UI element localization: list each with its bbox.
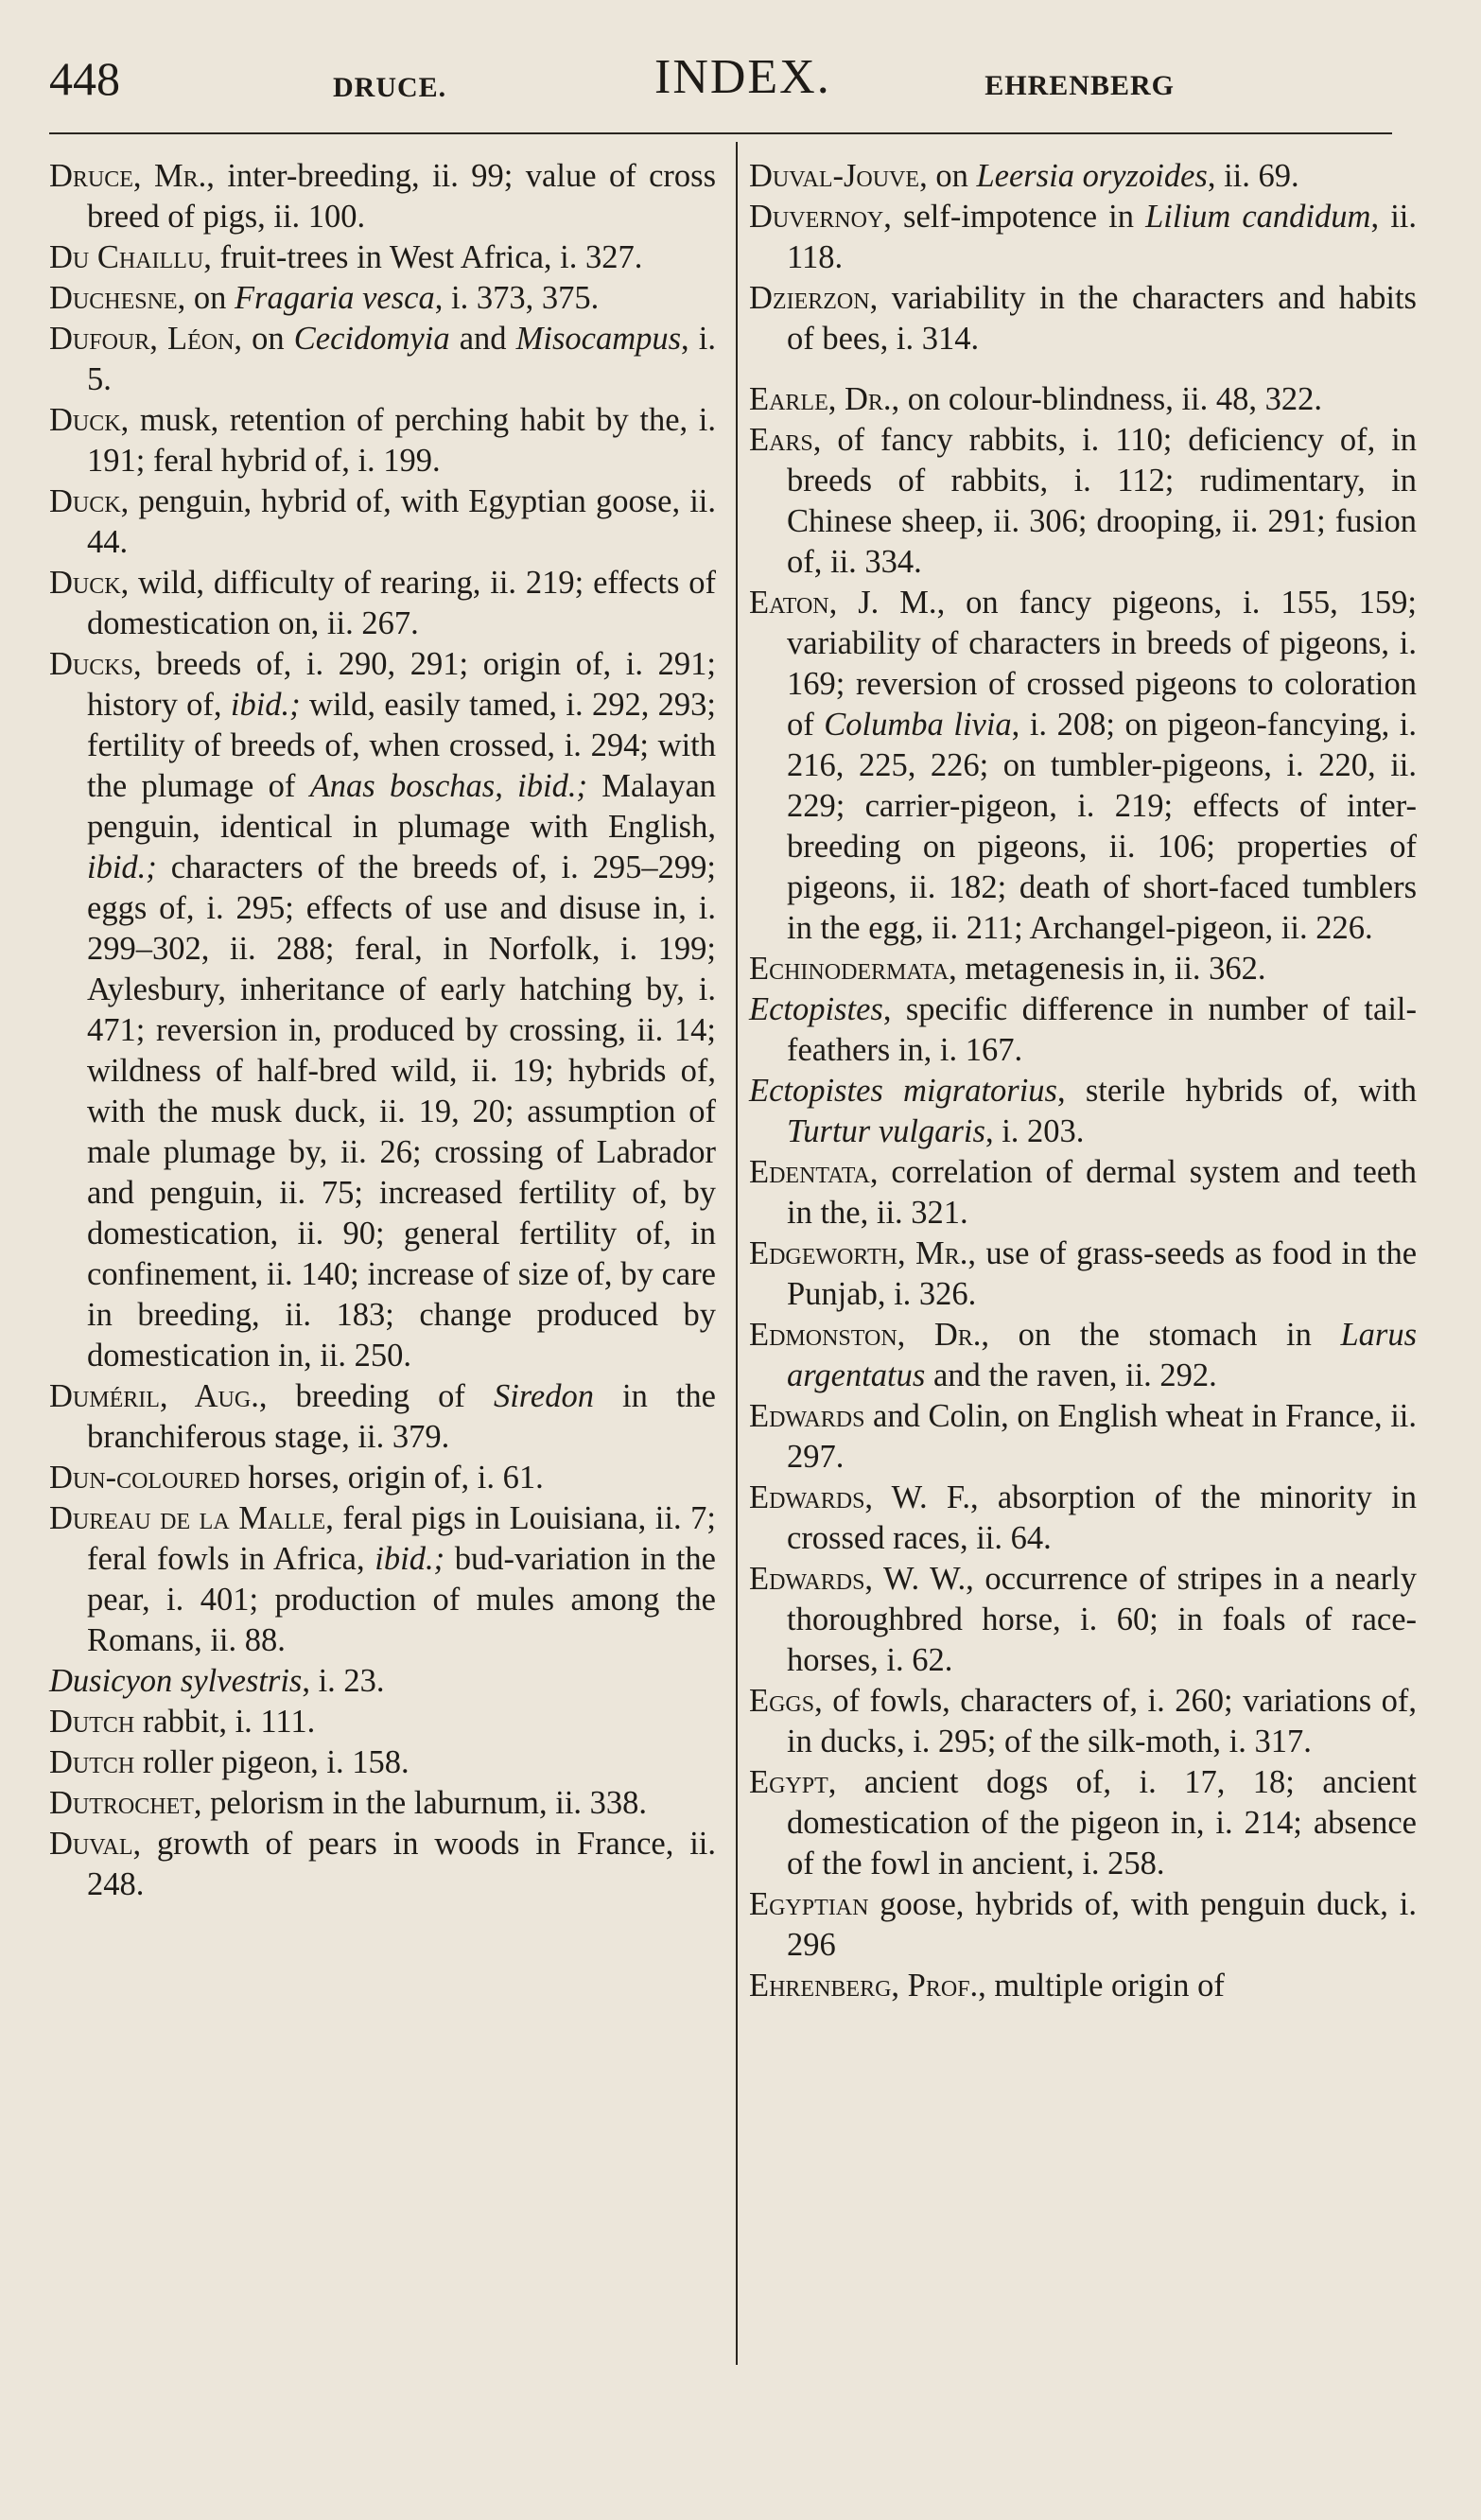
entry-heading: Edwards, W. F. [749,1479,970,1515]
entry-text: , ii. 69. [1207,158,1299,194]
index-entry [749,989,1417,1071]
entry-text: Ectopistes migratorius [749,1073,1057,1109]
entry-heading: Earle, Dr. [749,381,892,417]
entry-text: , sterile hybrids of, with [1056,1073,1417,1109]
entry-text: goose, hybrids of, with penguin duck, i. 296 [787,1886,1417,1963]
index-entry [749,1315,1417,1396]
entry-text: bud-variation in the pear, i. 401; production of mules among the Romans, ii. 88. [87,1541,716,1658]
entry-heading: Edwards, W. W. [749,1561,967,1597]
index-entry [749,420,1417,583]
entry-text: , inter-breeding, ii. 99; value of cross breed of pigs, ii. 100. [87,158,717,235]
column-divider [736,142,738,2365]
entry-heading: Ducks [49,646,133,682]
entry-text: , correlation of dermal system and teeth in the, ii. 321. [787,1154,1417,1231]
index-entry [749,1884,1417,1966]
entry-heading: Duval-Jouve [749,158,920,194]
entry-text: Anas boschas, ibid.; [309,768,587,804]
entry-text: in the branchiferous stage, ii. 379. [87,1378,716,1455]
entry-heading: Edentata [749,1154,870,1190]
entry-text: , of fowls, characters of, i. 260; variations of, in ducks, i. 295; of the silk-moth, i. 317. [787,1683,1417,1759]
entry-text: Turtur vulgaris [787,1113,985,1149]
entry-text: , variability in the characters and habits of bees, i. 314. [787,280,1417,357]
index-entry [749,1396,1417,1478]
index-entry [749,1559,1417,1681]
entry-heading: Eggs [749,1683,815,1719]
entry-text: , pelorism in the laburnum, ii. 338. [193,1785,648,1821]
index-entry [49,1783,716,1824]
right-running-head: EHRENBERG [984,70,1175,101]
entry-text: Siredon [493,1378,594,1414]
entry-text: , use of grass-seeds as food in the Punjab, i. 326. [787,1235,1418,1312]
entry-text: , musk, retention of perching habit by the, i. 191; feral hybrid of, i. 199. [87,402,716,479]
entry-text: , specific difference in number of tail-feathers in, i. 167. [787,991,1417,1068]
page-number: 448 [49,52,120,105]
entry-text: Fragaria vesca [234,280,435,316]
entry-text: characters of the breeds of, i. 295–299; eggs of, i. 295; effects of use and disuse in, i. 299–302, ii. 288; feral, in Norfolk, i. 199; Aylesbury, inheritance of early hatching by, i. 471; reversion in, produced by crossing, ii. 14; wildness of half-bred wild, ii. 19; hybrids of, with the musk duck, ii. 19, 20; assumption of male plumage by, ii. 26; crossing of Labrador and penguin, ii. 75; increased fertility of, by domestication, ii. 90; general fertility of, in confinement, ii. 140; increase of size of, by care in breeding, ii. 183; change produced by domestication in, ii. 250. [87,849,716,1374]
entry-heading: Eaton, J. M. [749,585,937,621]
index-entry [49,278,716,319]
index-entry [749,1966,1417,2006]
entry-text: , on [177,280,235,316]
entry-text: , self-impotence in [883,199,1146,235]
entry-text: , growth of pears in woods in France, ii. 248. [87,1826,716,1902]
index-entry [49,1498,716,1661]
entry-heading: Du Chaillu [49,239,204,275]
entry-heading: Dutrochet [49,1785,194,1821]
left-column [49,156,716,1905]
entry-text: , penguin, hybrid of, with Egyptian goose, ii. 44. [87,483,716,560]
index-entry [49,1742,716,1783]
index-entry [49,319,716,400]
entry-text: , i. 373, 375. [434,280,600,316]
entry-text: , on [234,321,294,357]
entry-text: , metagenesis in, ii. 362. [949,951,1266,987]
index-entry [749,379,1417,420]
entry-heading: Dureau de la Malle [49,1500,326,1536]
entry-text: Ectopistes [749,991,883,1027]
entry-heading: Duck [49,402,121,438]
entry-heading: Dzierzon [749,280,870,316]
index-entry [49,1661,716,1702]
entry-text: , multiple origin of [978,1968,1225,2004]
index-entry [49,1376,716,1458]
entry-text: , on colour-blindness, ii. 48, 322. [891,381,1322,417]
entry-text: , fruit-trees in West Africa, i. 327. [203,239,643,275]
entry-text: , wild, difficulty of rearing, ii. 219; effects of domestication on, ii. 267. [87,565,716,641]
entry-text: , feral pigs in Louisiana, ii. 7; feral fowls in Africa, [87,1500,716,1577]
entry-text: , absorption of the minority in crossed races, ii. 64. [787,1479,1417,1556]
entry-text: ibid.; [375,1541,445,1577]
entry-heading: Duck [49,565,121,601]
entry-heading: Dufour, Léon [49,321,235,357]
entry-text: wild, easily tamed, i. 292, 293; fertility of breeds of, when crossed, i. 294; with the plumage of [87,687,716,804]
index-entry [749,1071,1417,1152]
index-entry [749,197,1417,278]
entry-text: Misocampus [515,321,682,357]
index-entry [49,1458,716,1498]
index-entry [749,1234,1417,1315]
entry-heading: Edgeworth, Mr. [749,1235,968,1271]
page-title: INDEX. [654,50,831,104]
index-entry [49,400,716,481]
index-entry [749,1681,1417,1762]
entry-text: , on fancy pigeons, i. 155, 159; variability of characters in breeds of pigeons, i. 169; reversion of crossed pigeons to coloration of [787,585,1417,743]
running-header [49,45,1402,121]
index-entry [749,278,1417,359]
entry-text: Larus argentatus [787,1317,1417,1393]
entry-text: ibid.; [230,687,301,723]
entry-heading: Ears [749,422,813,458]
entry-text: roller pigeon, i. 158. [134,1744,409,1780]
index-entry [49,156,716,237]
entry-text: and [449,321,516,357]
entry-text: , i. 23. [302,1663,385,1699]
index-entry [49,481,716,563]
entry-text: Dusicyon sylvestris [49,1663,303,1699]
entry-text: , i. 5. [87,321,716,397]
entry-text: , on the stomach in [981,1317,1341,1353]
index-entry [749,1762,1417,1884]
entry-text: , occurrence of stripes in a nearly thoroughbred horse, i. 60; in foals of race-horses, i. 62. [787,1561,1417,1678]
entry-heading: Edwards [749,1398,865,1434]
index-entry [749,949,1417,989]
entry-heading: Duck [49,483,121,519]
index-entry [49,563,716,644]
entry-text: ibid.; [87,849,157,885]
entry-text: , ancient dogs of, i. 17, 18; ancient domestication of the pigeon in, i. 214; absence of the fowl in ancient, i. 258. [787,1764,1417,1881]
entry-heading: Ehrenberg, Prof. [749,1968,979,2004]
index-entry [49,1702,716,1742]
entry-text: , ii. 118. [787,199,1417,275]
entry-text: Lilium candidum [1145,199,1371,235]
entry-heading: Dutch [49,1704,135,1740]
header-rule [49,132,1392,134]
entry-heading: Druce, Mr. [49,158,207,194]
entry-heading: Egyptian [749,1886,869,1922]
entry-text: , on [919,158,977,194]
entry-heading: Duméril, Aug. [49,1378,259,1414]
entry-heading: Dutch [49,1744,135,1780]
entry-heading: Duval [49,1826,133,1862]
right-column [749,156,1417,2006]
index-entry [749,156,1417,197]
entry-heading: Edmonston, Dr. [749,1317,982,1353]
entry-heading: Duvernoy [749,199,884,235]
entry-heading: Egypt [749,1764,828,1800]
entry-text: horses, origin of, i. 61. [239,1460,544,1496]
entry-text: , of fancy rabbits, i. 110; deficiency of, in breeds of rabbits, i. 112; rudimentary, in Chinese sheep, ii. 306; drooping, ii. 291; fusion of, ii. 334. [787,422,1417,580]
entry-text: , i. 208; on pigeon-fancying, i. 216, 225, 226; on tumbler-pigeons, i. 220, ii. 229; carrier-pigeon, i. 219; effects of inter-breeding on pigeons, ii. 106; properties of pigeons, ii. 182; death of short-faced tumblers in the egg, ii. 211; Archangel-pigeon, ii. 226. [787,707,1417,946]
entry-heading: Duchesne [49,280,178,316]
index-entry [749,1478,1417,1559]
entry-text: Cecidomyia [293,321,450,357]
index-entry [49,237,716,278]
entry-text: Malayan penguin, identical in plumage with English, [87,768,717,845]
entry-text: Leersia oryzoides [976,158,1208,194]
entry-heading: Dun-coloured [49,1460,240,1496]
entry-heading: Echinodermata [749,951,950,987]
index-entry [749,583,1417,949]
entry-text: and the raven, ii. 292. [925,1357,1217,1393]
left-running-head: DRUCE. [333,72,447,103]
entry-text: , i. 203. [984,1113,1085,1149]
entry-text: , breeding of [258,1378,494,1414]
entry-text: Columba livia [824,707,1012,743]
index-entry [749,1152,1417,1234]
index-entry [49,644,716,1376]
entry-text: , breeds of, i. 290, 291; origin of, i. 291; history of, [87,646,716,723]
index-entry [49,1824,716,1905]
entry-text: rabbit, i. 111. [134,1704,316,1740]
entry-text: and Colin, on English wheat in France, ii. 297. [787,1398,1417,1475]
